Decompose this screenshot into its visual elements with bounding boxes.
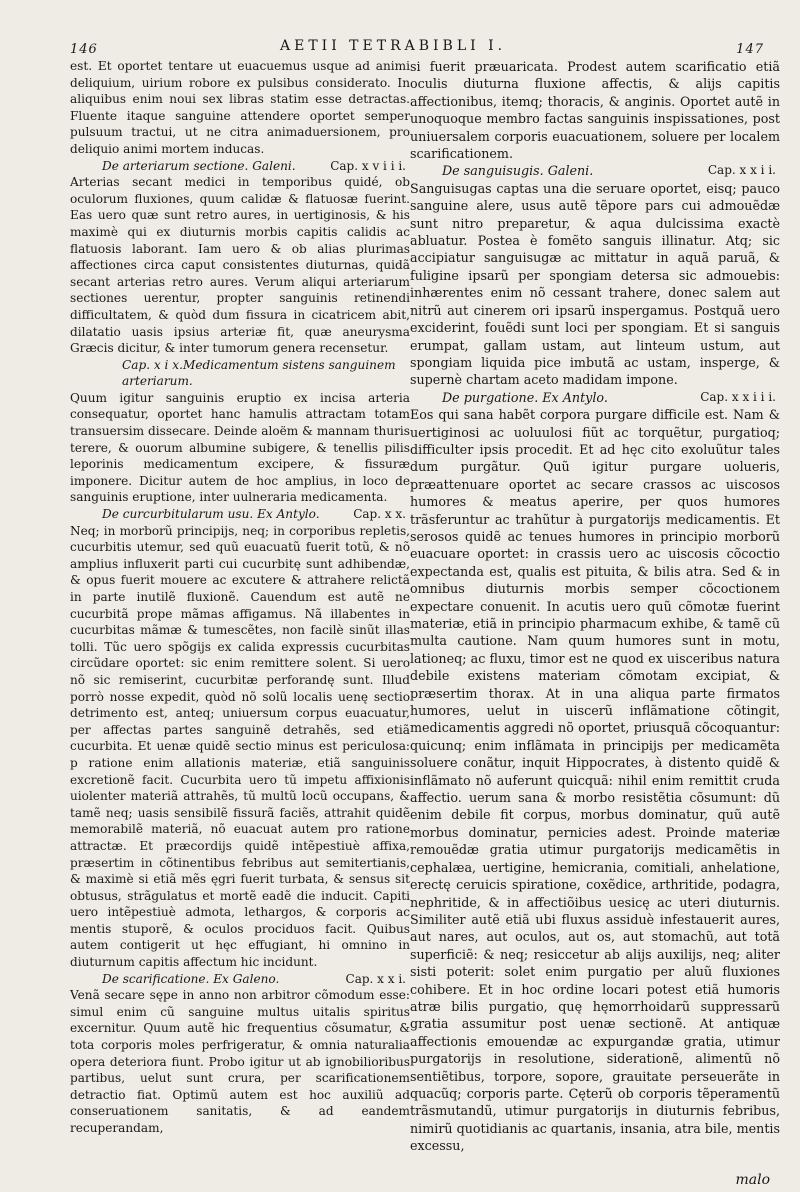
left-text-column <box>70 58 410 1137</box>
page-number-left: 146 <box>70 42 98 57</box>
chapter-heading <box>70 357 410 390</box>
chapter-number: Cap. x v i i i. <box>330 158 406 173</box>
chapter-title: De purgatione. Ex Antylo. <box>442 389 608 405</box>
running-title: AETII TETRABIBLI I. <box>280 38 507 54</box>
chapter-number: Cap. x x i. <box>345 971 406 986</box>
chapter-heading <box>410 162 780 179</box>
text-paragraph: Eos qui sana habẽt corpora purgare difficile est. Nam & uertiginosi ac uoluulosi fiũt ac torquẽtur, purgatioq; difficulter ipsis procedit. Et ad hęc cito exoluũtur tales dum purgãtur. Quũ igitur purgare uolueris, præattenuare oportet ac secare crassos ac uiscosos humores & meatus aperire, per quos humores trãsferuntur ac trahũtur à purgatorijs medicamentis. Et serosos quidẽ ac tenues humores in principio morborũ euacuare oportet: in crassis uero ac uiscosis cõcoctio expectanda est, qualis est pituita, & bilis atra. Sed & in omnibus diuturnis morbis semper cõcoctionem expectare conuenit. In acutis uero quũ cõmotæ fuerint materiæ, etiã in principio pharmacum exhibe, & tamẽ cũ multa cautione. Nam quum humores sunt in motu, lationeq; ac fluxu, timor est ne quod ex uisceribus natura debile existens materiam cõmotam excipiat, & præsertim thorax. At in una aliqua parte firmatos humores, uelut in uiscerũ inflãmatione cõtingit, medicamentis aggredi nõ oportet, priusquã cõcoquantur: quicunq; enim inflãmata in principijs per medicamẽta soluere conãtur, inquit Hippocrates, à distento quidẽ & inflãmato nõ auferunt quicquã: nihil enim remittit cruda affectio. uerum sana & morbo resistẽtia cõsumunt: dũ enim debile fit corpus, morbus dominatur, quũ autẽ morbus dominatur, pernicies adest. Proinde materiæ remouẽdæ gratia utimur purgatorijs medicamẽtis in cephalæa, uertigine, hemicrania, comitiali, anhelatione, erectę ceruicis spiratione, coxẽdice, arthritide, podagra, nephritide, & in affectiõibus uesicę ac uteri diuturnis. Similiter autẽ etiã ubi fluxus assiduè infestauerit aures, aut nares, aut oculos, aut os, aut stomachũ, aut totã superficiẽ: & neq; resiccetur ab alijs auxilijs, neq; aliter sisti poterit: solet enim purgatio per aluũ fluxiones cohibere. Et in hoc ordine locari potest etiã humoris atræ bilis purgatio, quę hęmorrhoidarũ suppressarũ gratia assumitur post uenæ sectionẽ. At antiquæ affectionis emouendæ ac expurgandæ gratia, utimur purgatorijs in resolutione, siderationẽ, alimentũ nõ sentiẽtibus, torpore, sopore, grauitate perseuerãte in quacũq; corporis parte. Cęterũ ob corporis tẽperamentũ trãsmutandũ, utimur purgatorijs in diuturnis febribus, nimirũ quotidianis ac quartanis, insania, atra bile, mentis excessu, <box>410 407 780 1154</box>
running-header <box>70 38 770 60</box>
chapter-heading <box>70 506 410 523</box>
chapter-heading <box>70 971 410 988</box>
right-text-column <box>410 58 780 1155</box>
chapter-number: Cap. x x. <box>353 507 406 522</box>
chapter-title: De sanguisugis. Galeni. <box>442 163 594 179</box>
text-paragraph: si fuerit præuaricata. Prodest autem scarificatio etiã oculis diuturna fluxione affectis, & alijs capitis affectionibus, itemq; thoracis, & anginis. Oportet autẽ in unoquoque membro factas sanguinis inspissationes, post uniuersalem corporis euacuationem, soluere per localem scarificationem. <box>410 59 780 162</box>
chapter-heading <box>410 389 780 406</box>
chapter-title: De scarificatione. Ex Galeno. <box>102 971 280 986</box>
chapter-number: Cap. x x i i. <box>707 163 776 178</box>
text-paragraph: Quum igitur sanguinis eruptio ex incisa arteria consequatur, oportet hanc hamulis attractam totam transuersim dissecare. Deinde aloëm & mannam thuris terere, & ouorum albumine subigere, & tenellis pilis leporinis medicamentum excipere, & fissuræ imponere. Dicitur autem de hoc amplius, in loco de sanguinis eruptione, inter uulneraria medicamenta. <box>70 390 410 505</box>
page-number-right: 147 <box>736 42 764 57</box>
chapter-heading <box>70 158 410 175</box>
catchword: malo <box>735 1172 770 1188</box>
chapter-title: De curcurbitularum usu. Ex Antylo. <box>102 507 320 522</box>
text-paragraph: Neq; in morborũ principijs, neq; in corporibus repletis, cucurbitis utemur, sed quũ euacuatũ fuerit totũ, & nõ amplius influxerit parti cui cucurbitę sunt adhibendæ, & opus fuerit mouere ac excutere & attrahere relictã in parte inutilẽ fluxionẽ. Cauendum est autẽ ne cucurbitã prope mãmas affigamus. Nã illabentes in cucurbitas mãmæ & tumescẽtes, non facilè sinũt illas tolli. Tũc uero spõgijs ex calida expressis cucurbitas circũdare oportet: sic enim remittere solent. Si uero nõ sic remiserint, cucurbitæ perforandę sunt. Illud porrò nosse expedit, quòd nõ solũ localis uenę sectio detrimento est, anteq; uniuersum corpus euacuatur, per affectas partes sanguinẽ detrahẽs, sed etiã cucurbita. Et uenæ quidẽ sectio minus est periculosa: p ratione enim allationis materiæ, etiã sanguinis excretionẽ facit. Cucurbita uero tũ impetu affixionis uiolenter materiã attrahẽs, tũ multũ locũ occupans, & tamẽ neq; uasis sensibilẽ fissurã faciẽs, attrahit quidẽ memorabilẽ materiã, nõ euacuat autem pro ratione attractæ. Et præcordijs quidẽ intẽpestiuè affixa, præsertim in cõtinentibus febribus aut semitertianis, & maximè si etiã mẽs ęgri fuerit turbata, & sensus sit obtusus, strãgulatus et mortẽ eadẽ die inducit. Capiti uero intẽpestiuè admota, lethargos, & corporis ac mentis stuporẽ, & oculos prociduos facit. Quibus autem contigerit ut hęc effugiant, hi omnino in diuturnum capitis affectum hic incidunt. <box>70 523 410 970</box>
chapter-number: Cap. x i x. <box>122 357 183 372</box>
chapter-number: Cap. x x i i i. <box>700 389 776 404</box>
text-paragraph: est. Et oportet tentare ut euacuemus usque ad animi deliquium, uirium robore ex pulsibus considerato. In aliquibus enim noui sex libras statim esse detractas. Fluente itaque sanguine attendere oportet semper pulsuum tractui, ut ne citra animaduersionem, pro deliquio animi mortem inducas. <box>70 59 410 156</box>
chapter-title: De arteriarum sectione. Galeni. <box>102 158 296 173</box>
text-paragraph: Sanguisugas captas una die seruare oportet, eisq; pauco sanguine alere, usus autẽ tẽpore pars cui admouẽdæ sunt nitro preparetur, & aqua dulcissima exactè abluatur. Postea è fomẽto sanguis illinatur. Atq; sic accipiatur sanguisugæ ac mittatur in aquã paruã, & fuligine ipsarũ per spongiam detersa sic admouebis: inhærentes enim nõ cessant trahere, donec salem aut nitrũ aut cinerem ori ipsarũ inspergamus. Postquã uero exciderint, fouẽdi sunt loci per spongiam. Et si sanguis erumpat, gallam ustam, aut linteum ustum, aut spongiam liquida pice imbutã ac ustam, insperge, & supernè chartam aceto madidam impone. <box>410 180 780 388</box>
text-paragraph: Arterias secant medici in temporibus quidé, ob oculorum fluxiones, quum calidæ & flatuosæ fuerint. Eas uero quæ sunt retro aures, in uertiginosis, & his maximè qui ex diuturnis morbis capitis calidis ac flatuosis laborant. Iam uero & ob alias plurimas affectiones circa caput consistentes diuturnas, quidã secant arterias retro aures. Verum aliqui arteriarum sectiones uerentur, propter sanguinis retinendi difficultatem, & quòd dum fissura in cicatricem abit, dilatatio uasis ipsius arteriæ fit, quæ aneurysma Græcis dicitur, & inter tumorum genera recensetur. <box>70 175 410 356</box>
chapter-title: Medicamentum sistens sanguinem arteriarum. <box>122 357 396 389</box>
text-paragraph: Venã secare sępe in anno non arbitror cõmodum esse: simul enim cũ sanguine multus uitalis spiritus excernitur. Quum autẽ hic frequentius cõsumatur, & tota corporis moles perfrigeratur, & omnia naturalia opera deteriora fiunt. Probo igitur ut ab ignobilioribus partibus, uelut sunt crura, per scarificationem detractio fiat. Optimũ autem est hoc auxiliũ ad conseruationem sanitatis, & ad eandem recuperandam, <box>70 988 410 1135</box>
